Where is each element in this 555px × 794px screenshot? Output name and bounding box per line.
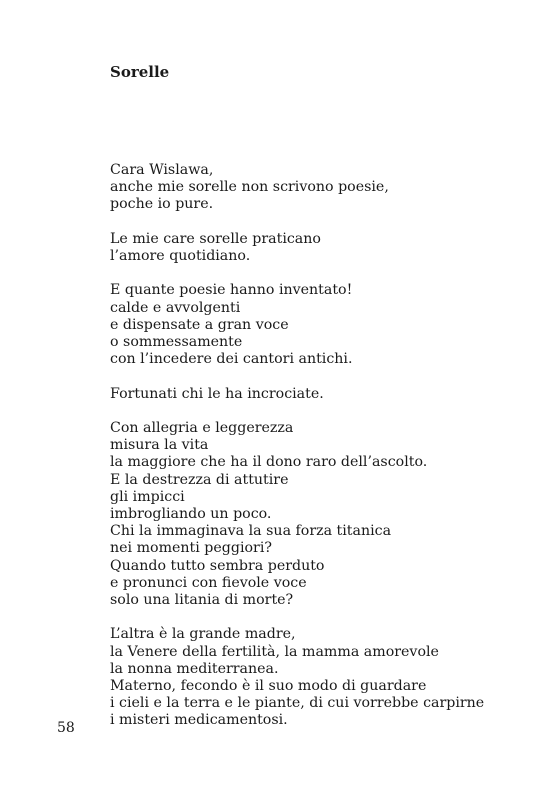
poem-line: misura la vita: [110, 437, 209, 454]
poem-title: Sorelle: [110, 63, 170, 81]
stanza: [110, 231, 530, 265]
poem-line: Chi la immaginava la sua forza titanica: [110, 523, 392, 540]
poem-line: Cara Wislawa,: [110, 162, 214, 178]
poem-line: la nonna mediterranea.: [110, 660, 279, 677]
poem-line: l’amore quotidiano.: [110, 248, 251, 264]
poem-line: e dispensate a gran voce: [110, 316, 289, 333]
poem-line: solo una litania di morte?: [110, 592, 294, 609]
poem-line: i cieli e la terra e le piante, di cui vorrebbe carpirne: [110, 695, 485, 712]
poem-body: [110, 162, 530, 747]
poem-line: la Venere della fertilità, la mamma amorevole: [110, 643, 439, 660]
poem-line: gli impicci: [110, 488, 185, 505]
poem-line: poche io pure.: [110, 196, 214, 213]
page-number: 58: [57, 720, 75, 736]
poem-line: Le mie care sorelle praticano: [110, 230, 321, 247]
poem-line: Con allegria e leggerezza: [110, 419, 294, 436]
poem-line: i misteri medicamentosi.: [110, 712, 288, 729]
poem-line: E quante poesie hanno inventato!: [110, 282, 353, 299]
poem-line: L’altra è la grande madre,: [110, 626, 296, 643]
poem-line: e pronunci con fievole voce: [110, 574, 307, 591]
poem-line: la maggiore che ha il dono raro dell’ascolto.: [110, 454, 428, 471]
poem-line: calde e avvolgenti: [110, 299, 241, 316]
poem-line: Fortunati chi le ha incrociate.: [110, 385, 324, 402]
poem-line: con l’incedere dei cantori antichi.: [110, 351, 353, 368]
poem-line: E la destrezza di attutire: [110, 471, 289, 488]
stanza: [110, 162, 530, 214]
poem-line: Quando tutto sembra perduto: [110, 557, 325, 574]
poem-line: o sommessamente: [110, 334, 243, 350]
poem-line: Materno, fecondo è il suo modo di guardare: [110, 678, 427, 695]
poem-line: nei momenti peggiori?: [110, 540, 272, 557]
stanza: [110, 420, 530, 609]
poem-line: anche mie sorelle non scrivono poesie,: [110, 179, 389, 196]
stanza: [110, 386, 530, 403]
stanza: [110, 282, 530, 368]
stanza: [110, 626, 530, 729]
poem-line: imbrogliando un poco.: [110, 506, 272, 522]
